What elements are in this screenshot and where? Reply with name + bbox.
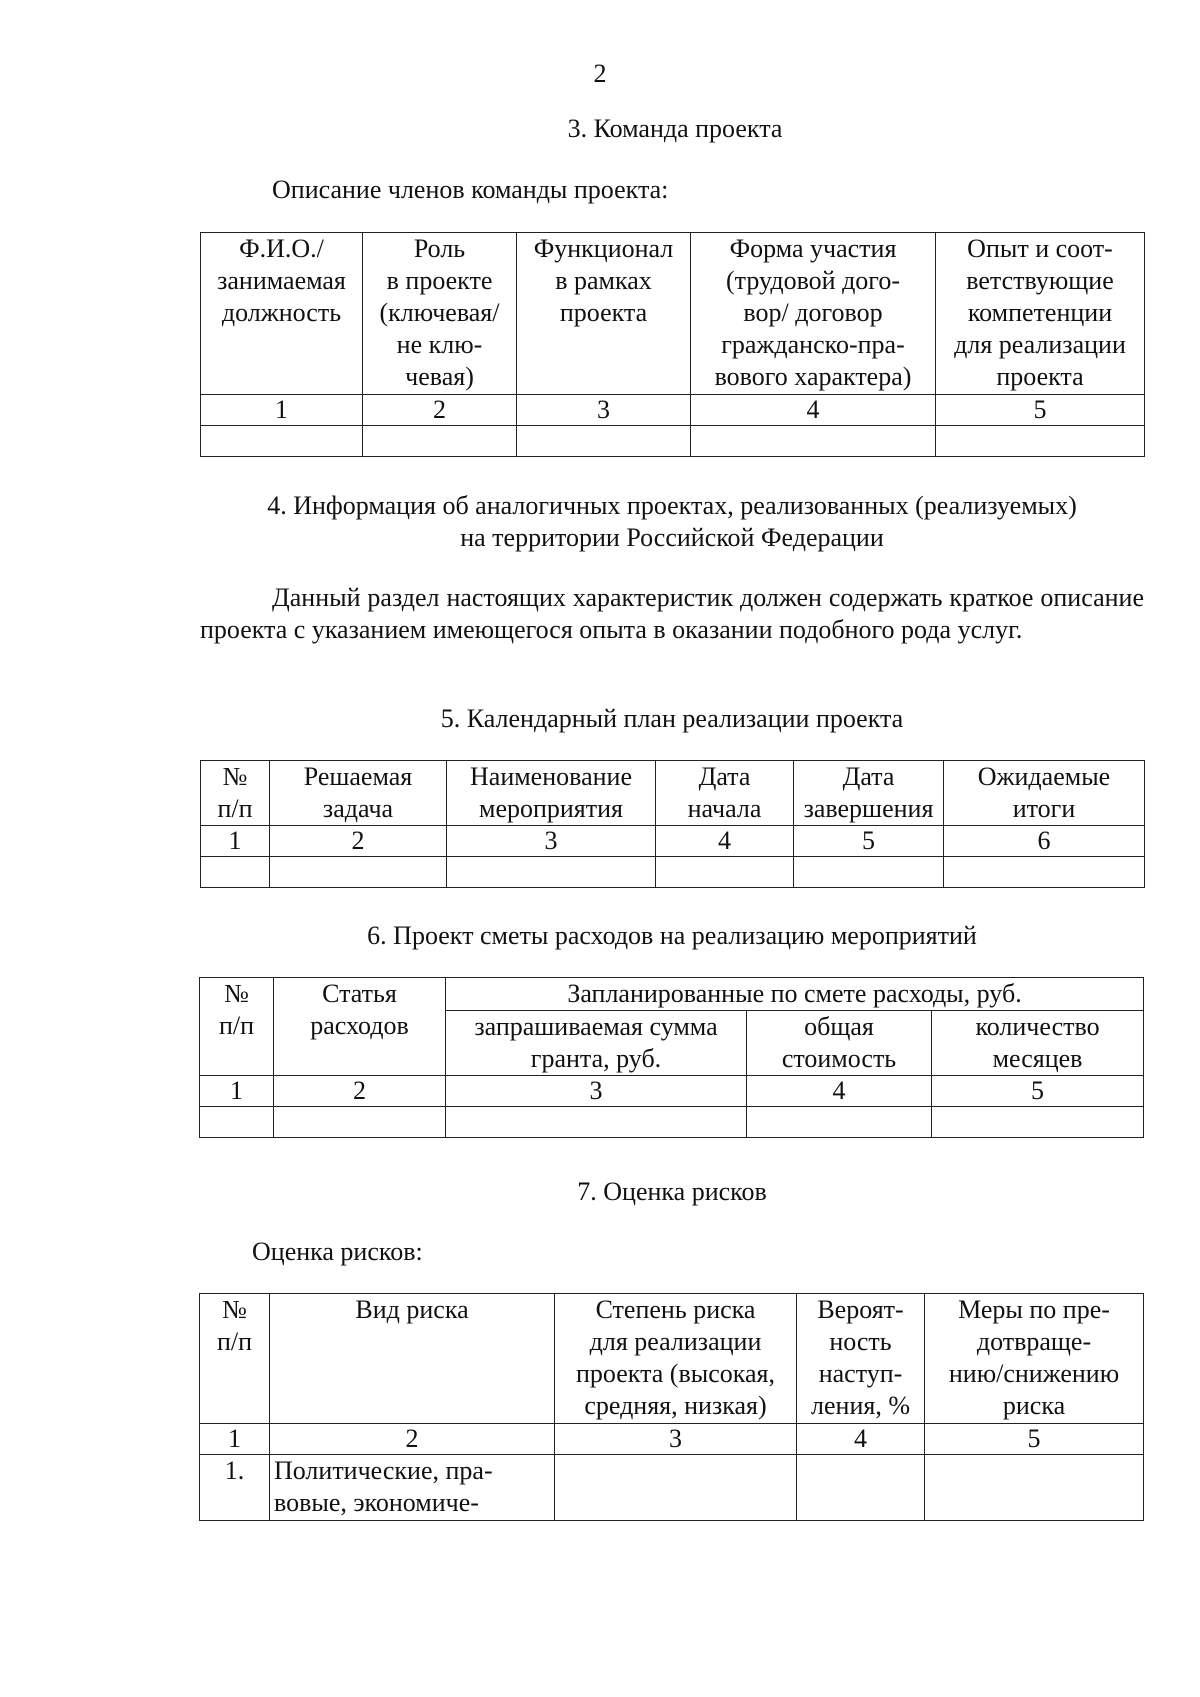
- header-start-date: Дата начала: [656, 761, 794, 826]
- column-number: 3: [555, 1424, 797, 1455]
- section6-heading: 6. Проект сметы расходов на реализацию мероприятий: [367, 921, 977, 950]
- team-table: [200, 232, 1145, 457]
- empty-cell: [274, 1107, 446, 1138]
- column-numbers-row: [200, 1076, 1144, 1107]
- section4-heading-line1: 4. Информация об аналогичных проектах, реализованных (реализуемых): [267, 491, 1077, 520]
- header-experience: Опыт и соот- ветствующие компетенции для реализации проекта: [936, 233, 1145, 395]
- column-number: 6: [944, 826, 1145, 857]
- section5-heading: 5. Календарный план реализации проекта: [440, 704, 904, 733]
- empty-cell: [200, 1107, 274, 1138]
- table-row: [200, 1107, 1144, 1138]
- table-row: [200, 1455, 1144, 1521]
- measures-cell: [925, 1455, 1144, 1521]
- risk-type-cell: Политические, пра- вовые, экономиче-: [270, 1455, 555, 1521]
- empty-cell: [201, 857, 270, 888]
- budget-table: [199, 977, 1144, 1138]
- header-planned-expenses: Запланированные по смете расходы, руб.: [446, 978, 1144, 1011]
- column-number: 1: [200, 1076, 274, 1107]
- risk-degree-cell: [555, 1455, 797, 1521]
- column-number: 5: [925, 1424, 1144, 1455]
- empty-cell: [944, 857, 1145, 888]
- column-numbers-row: [201, 826, 1145, 857]
- column-number: 4: [747, 1076, 932, 1107]
- column-number: 2: [270, 1424, 555, 1455]
- column-number: 4: [797, 1424, 925, 1455]
- calendar-plan-table: [200, 760, 1145, 888]
- section7-intro: Оценка рисков:: [252, 1237, 423, 1266]
- header-expected-results: Ожидаемые итоги: [944, 761, 1145, 826]
- column-number: 2: [270, 826, 447, 857]
- empty-cell: [794, 857, 944, 888]
- column-number: 3: [517, 395, 691, 426]
- header-number: № п/п: [200, 1294, 270, 1424]
- table-header-row: [201, 761, 1145, 826]
- column-number: 5: [794, 826, 944, 857]
- empty-cell: [201, 426, 363, 457]
- header-number: № п/п: [200, 978, 274, 1076]
- empty-cell: [363, 426, 517, 457]
- header-fio: Ф.И.О./ занимаемая должность: [201, 233, 363, 395]
- empty-cell: [446, 1107, 747, 1138]
- header-requested-grant: запрашиваемая сумма гранта, руб.: [446, 1011, 747, 1076]
- header-risk-degree: Степень риска для реализации проекта (высокая, средняя, низкая): [555, 1294, 797, 1424]
- column-number: 3: [446, 1076, 747, 1107]
- column-number: 5: [932, 1076, 1144, 1107]
- header-risk-type: Вид риска: [270, 1294, 555, 1424]
- column-number: 1: [200, 1424, 270, 1455]
- section3-intro: Описание членов команды проекта:: [272, 175, 669, 204]
- header-expense-item: Статья расходов: [274, 978, 446, 1076]
- header-prevention-measures: Меры по пре- дотвраще- нию/снижению риска: [925, 1294, 1144, 1424]
- empty-cell: [270, 857, 447, 888]
- section3-heading: 3. Команда проекта: [567, 114, 783, 143]
- empty-cell: [747, 1107, 932, 1138]
- empty-cell: [517, 426, 691, 457]
- header-number: № п/п: [201, 761, 270, 826]
- column-number: 5: [936, 395, 1145, 426]
- header-total-cost: общая стоимость: [747, 1011, 932, 1076]
- table-row: [201, 426, 1145, 457]
- header-months-count: количество месяцев: [932, 1011, 1144, 1076]
- header-function: Функционал в рамках проекта: [517, 233, 691, 395]
- empty-cell: [447, 857, 656, 888]
- column-number: 1: [201, 826, 270, 857]
- header-role: Роль в проекте (ключевая/ не клю- чевая): [363, 233, 517, 395]
- section4-paragraph: Данный раздел настоящих характеристик должен содержать краткое описание проекта с указанием имеющегося опыта в оказании подобного рода услуг.: [200, 583, 1144, 644]
- risk-assessment-table: [199, 1293, 1144, 1521]
- column-number: 4: [656, 826, 794, 857]
- column-numbers-row: [200, 1424, 1144, 1455]
- empty-cell: [691, 426, 936, 457]
- table-row: [201, 857, 1145, 888]
- column-number: 2: [363, 395, 517, 426]
- empty-cell: [656, 857, 794, 888]
- column-number: 2: [274, 1076, 446, 1107]
- page-number: 2: [593, 59, 607, 88]
- table-header-row: [201, 233, 1145, 395]
- empty-cell: [936, 426, 1145, 457]
- header-event-name: Наименование мероприятия: [447, 761, 656, 826]
- table-header-row: [200, 978, 1144, 1011]
- column-number: 4: [691, 395, 936, 426]
- column-number: 3: [447, 826, 656, 857]
- table-header-row: [200, 1294, 1144, 1424]
- section4-heading-line2: на территории Российской Федерации: [460, 523, 884, 552]
- empty-cell: [932, 1107, 1144, 1138]
- header-end-date: Дата завершения: [794, 761, 944, 826]
- header-participation-form: Форма участия (трудовой дого- вор/ договор гражданско-пра- вового характера): [691, 233, 936, 395]
- row-number: 1.: [200, 1455, 270, 1521]
- header-task: Решаемая задача: [270, 761, 447, 826]
- column-numbers-row: [201, 395, 1145, 426]
- column-number: 1: [201, 395, 363, 426]
- header-probability: Вероят- ность наступ- ления, %: [797, 1294, 925, 1424]
- section7-heading: 7. Оценка рисков: [577, 1177, 767, 1206]
- probability-cell: [797, 1455, 925, 1521]
